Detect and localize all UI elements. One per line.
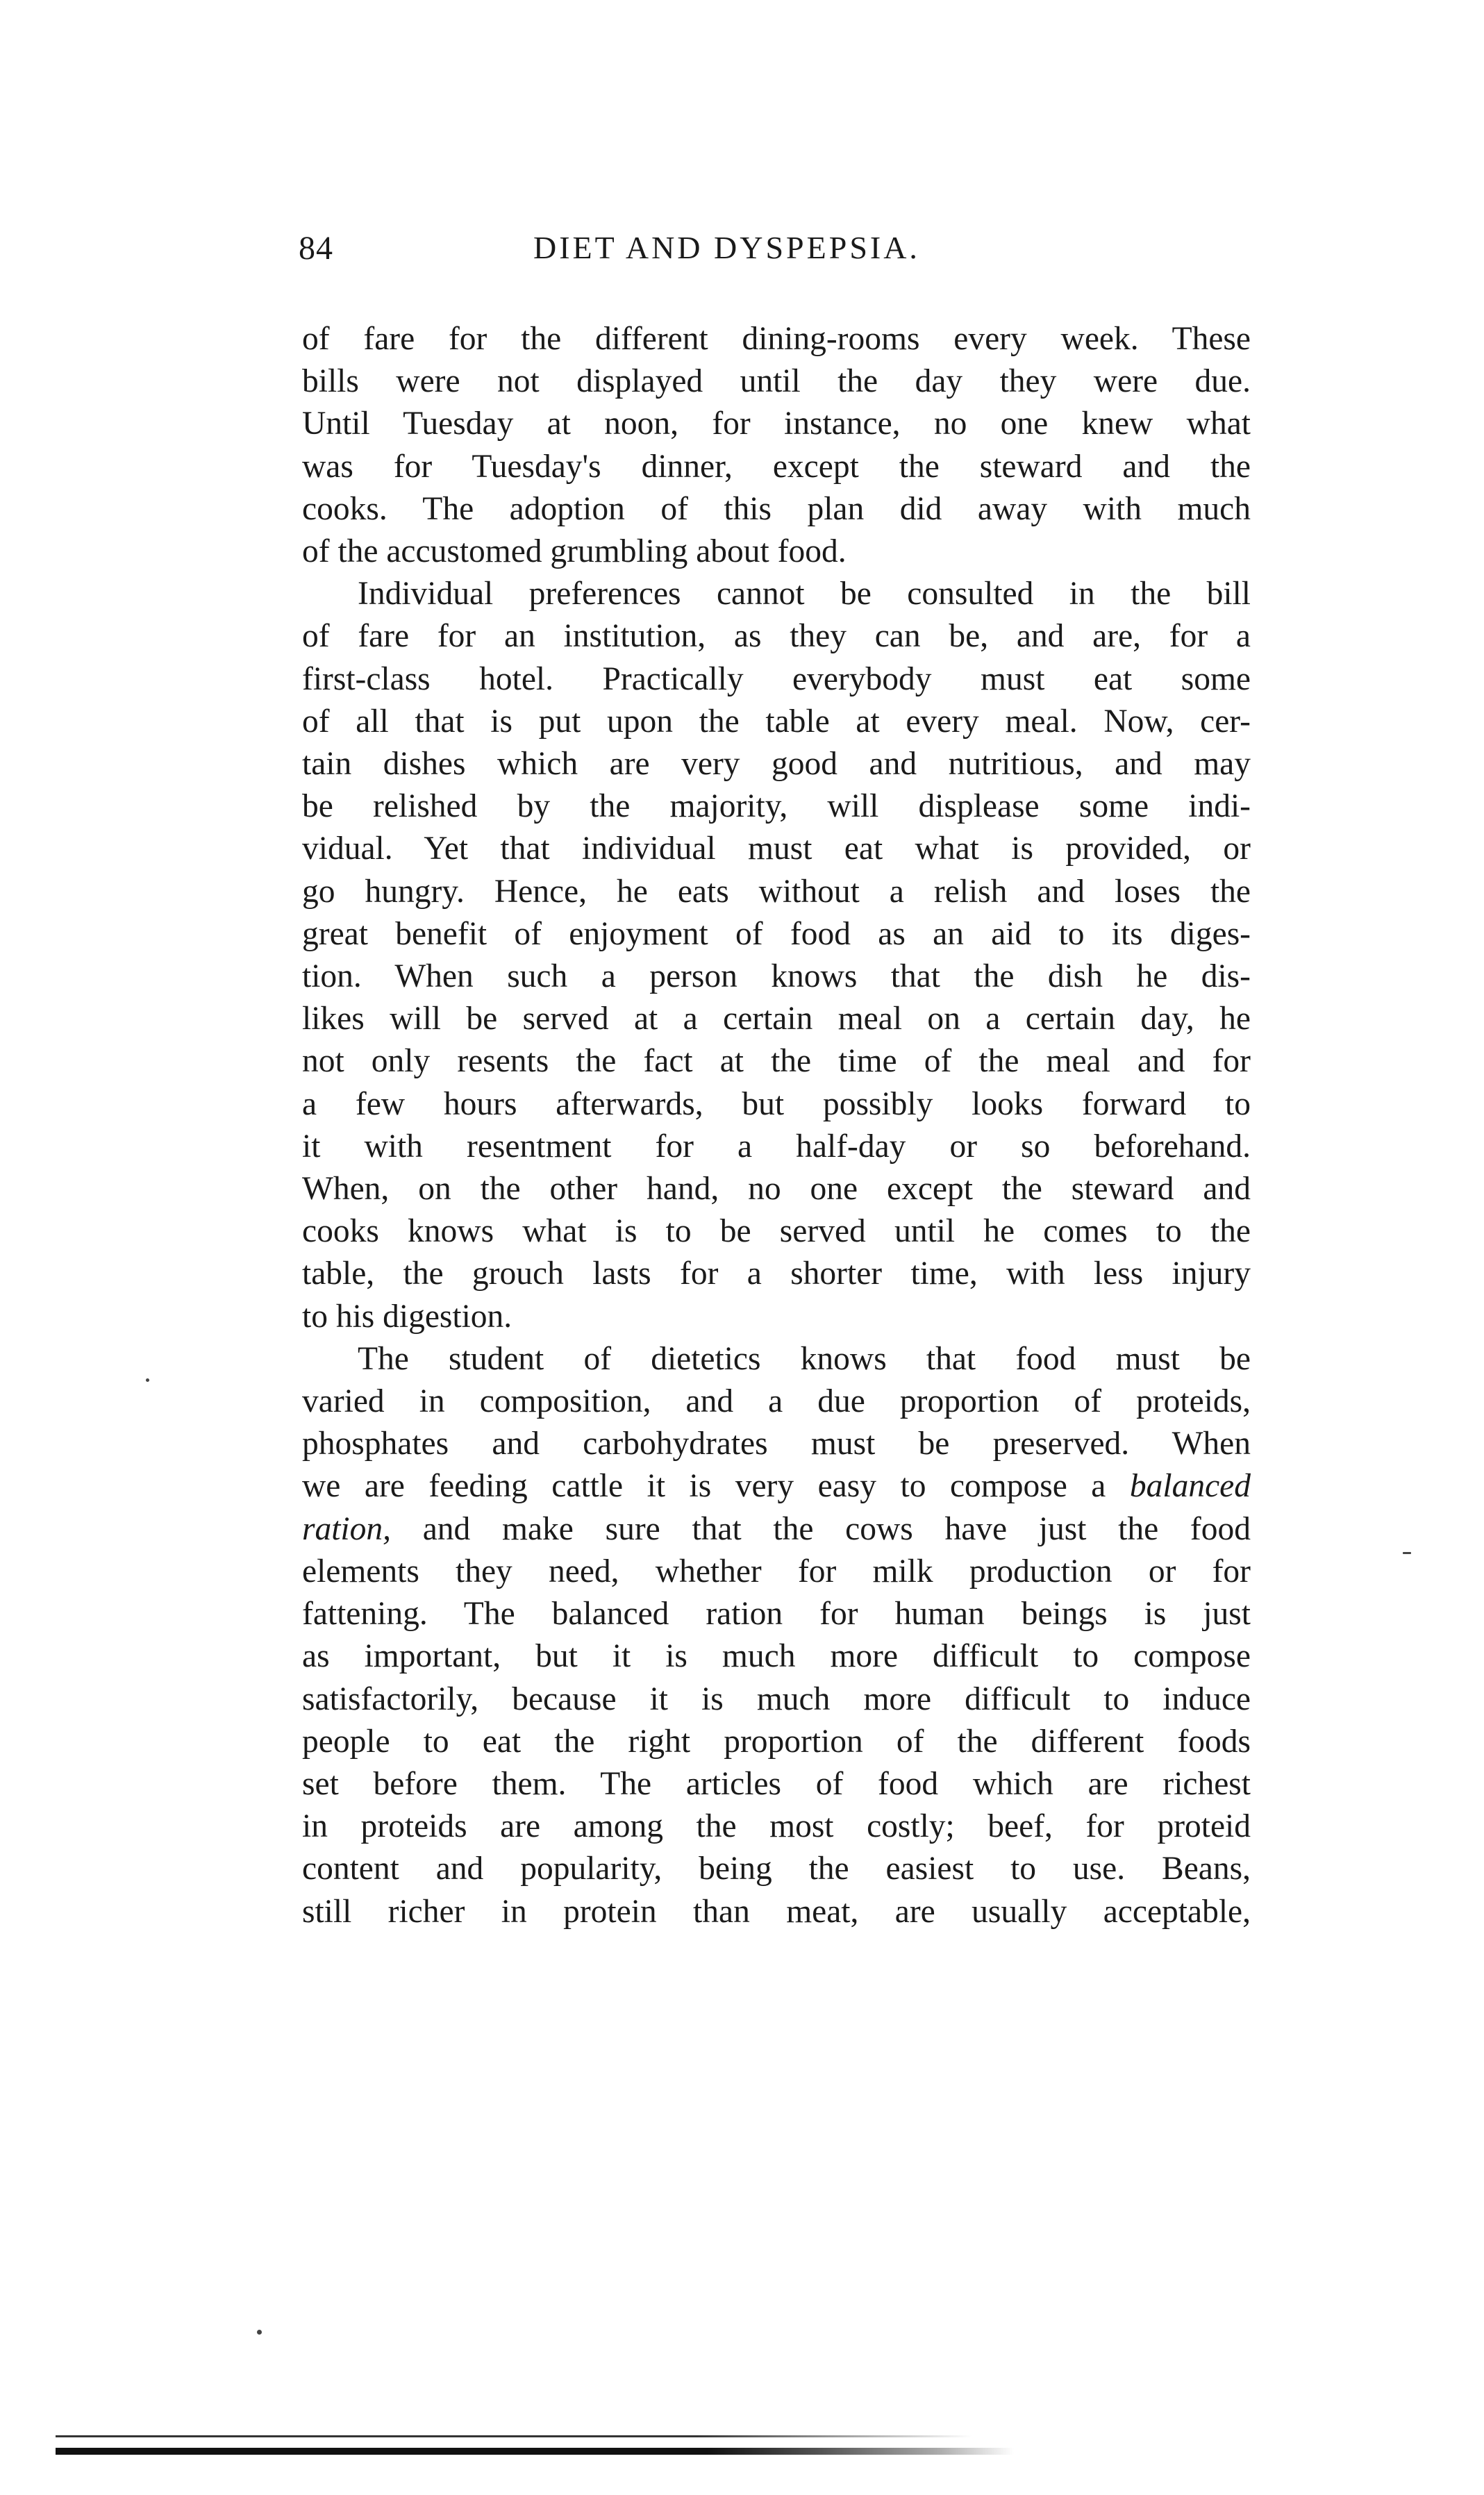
text-line: likes will be served at a certain meal on a certain day, he	[302, 1001, 1251, 1037]
text-line: elements they need, whether for milk production or for	[302, 1553, 1251, 1589]
text-line: still richer in protein than meat, are usually acceptable,	[302, 1893, 1251, 1930]
paragraph-start: The student of dietetics knows that food must be	[358, 1340, 1251, 1377]
text-line: was for Tuesday's dinner, except the steward and the	[302, 448, 1251, 485]
text-line: set before them. The articles of food which are richest	[302, 1765, 1251, 1802]
text-line: great benefit of enjoyment of food as an aid to its diges-	[302, 915, 1251, 952]
text-line-with-italic	[302, 1465, 1251, 1508]
print-speck	[257, 2330, 262, 2335]
text-line: content and popularity, being the easiest to use. Beans,	[302, 1851, 1251, 1887]
text-line: tain dishes which are very good and nutritious, and may	[302, 746, 1251, 783]
text-line: of all that is put upon the table at every meal. Now, cer-	[302, 703, 1251, 740]
print-speck	[146, 1378, 149, 1382]
text-segment: we are feeding cattle it is very easy to compose a	[302, 1468, 1106, 1505]
body-text	[302, 318, 1251, 1933]
text-line: satisfactorily, because it is much more difficult to induce	[302, 1680, 1251, 1717]
text-line: be relished by the majority, will displease some indi-	[302, 788, 1251, 825]
scan-edge-bar	[56, 2448, 1014, 2455]
text-line	[302, 1508, 1251, 1551]
text-line: Until Tuesday at noon, for instance, no one knew what	[302, 406, 1251, 442]
text-line: as important, but it is much more difficult to compose	[302, 1638, 1251, 1675]
text-line: in proteids are among the most costly; beef, for proteid	[302, 1808, 1251, 1845]
text-line: fattening. The balanced ration for human beings is just	[302, 1596, 1251, 1633]
text-line: to his digestion.	[302, 1298, 512, 1335]
text-line: not only resents the fact at the time of the meal and for	[302, 1043, 1251, 1080]
running-title: DIET AND DYSPEPSIA.	[533, 230, 920, 265]
text-line: When, on the other hand, no one except the steward and	[302, 1171, 1251, 1208]
text-line: a few hours afterwards, but possibly looks forward to	[302, 1085, 1251, 1122]
text-line: vidual. Yet that individual must eat what is provided, or	[302, 831, 1251, 867]
text-line: go hungry. Hence, he eats without a relish and loses the	[302, 873, 1251, 910]
text-line: of fare for the different dining-rooms every week. These	[302, 321, 1251, 357]
text-segment: and make sure that the cows have just the food	[391, 1510, 1251, 1547]
text-line: varied in composition, and a due proportion of proteids,	[302, 1383, 1251, 1420]
print-speck	[1403, 1552, 1411, 1554]
text-line: bills were not displayed until the day they were due.	[302, 363, 1251, 400]
text-line: first-class hotel. Practically everybody must eat some	[302, 660, 1251, 697]
scan-edge-line	[56, 2435, 972, 2437]
paragraph-start: Individual preferences cannot be consulted in the bill	[358, 576, 1251, 612]
text-line: it with resentment for a half-day or so beforehand.	[302, 1128, 1251, 1165]
text-line: people to eat the right proportion of the different foods	[302, 1723, 1251, 1760]
page-number: 84	[299, 230, 333, 267]
italic-word: ration,	[302, 1510, 392, 1547]
text-line: table, the grouch lasts for a shorter time, with less injury	[302, 1255, 1251, 1292]
text-line: cooks knows what is to be served until he comes to the	[302, 1213, 1251, 1250]
text-line: of the accustomed grumbling about food.	[302, 533, 847, 570]
text-line: phosphates and carbohydrates must be preserved. When	[302, 1426, 1251, 1462]
text-line: tion. When such a person knows that the dish he dis-	[302, 958, 1251, 995]
text-line: cooks. The adoption of this plan did away with much	[302, 490, 1251, 527]
italic-word: balanced	[1129, 1468, 1251, 1505]
text-line: of fare for an institution, as they can be, and are, for a	[302, 618, 1251, 655]
